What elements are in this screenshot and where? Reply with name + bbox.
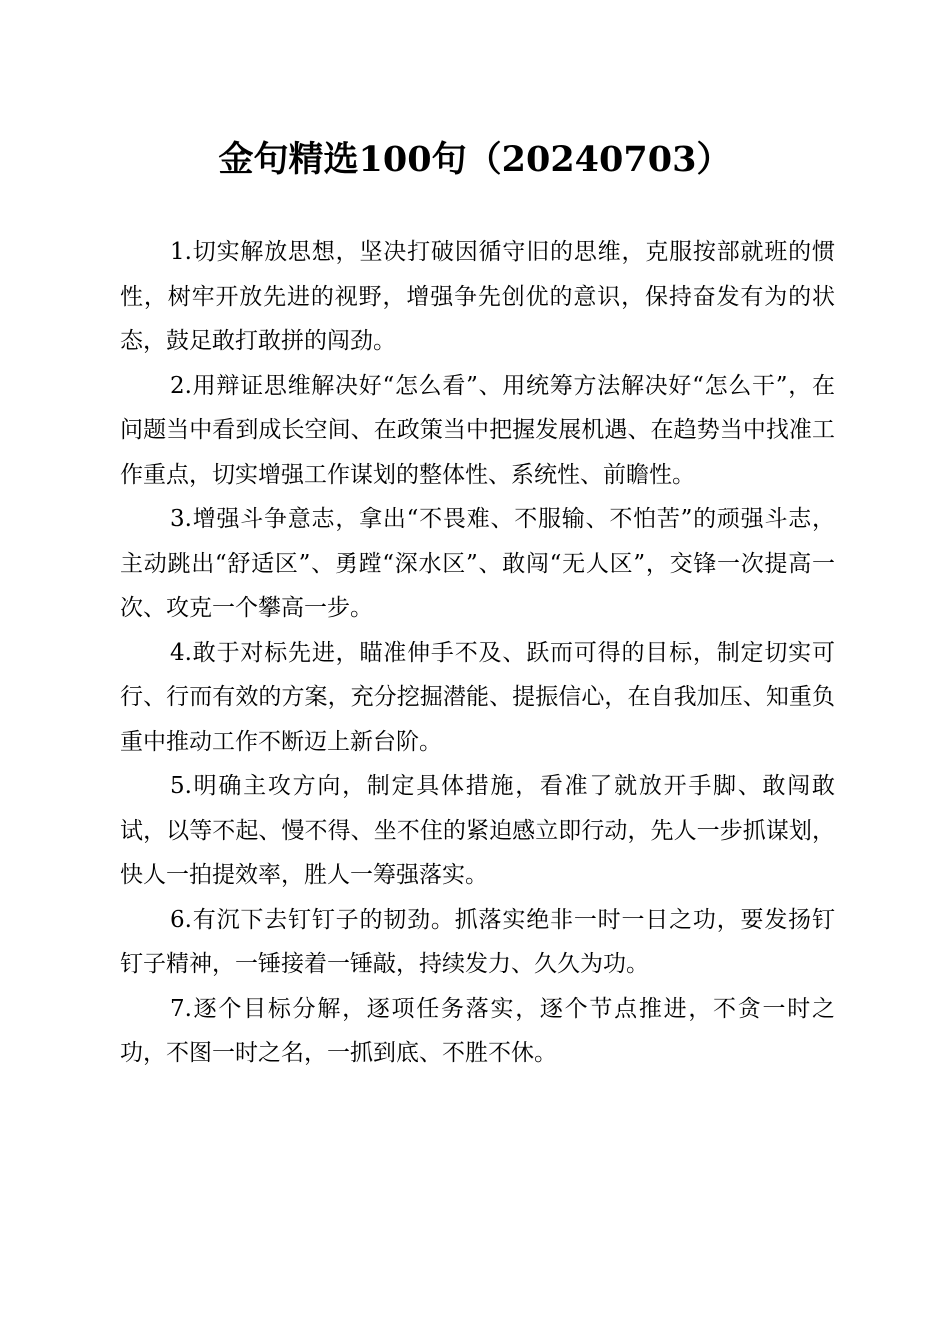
paragraph-2: 2.用辩证思维解决好“怎么看”、用统筹方法解决好“怎么干”，在问题当中看到成长空间、在政策当中把握发展机遇、在趋势当中找准工作重点，切实增强工作谋划的整体性、系统性、前瞻性。 — [120, 372, 835, 488]
paragraph-4: 4.敢于对标先进，瞄准伸手不及、跃而可得的目标，制定切实可行、行而有效的方案，充分挖掘潜能、提振信心，在自我加压、知重负重中推动工作不断迈上新台阶。 — [120, 639, 835, 755]
paragraph-7: 7.逐个目标分解，逐项任务落实，逐个节点推进，不贪一时之功，不图一时之名，一抓到底、不胜不休。 — [120, 995, 835, 1066]
paragraph-1: 1.切实解放思想，坚决打破因循守旧的思维，克服按部就班的惯性，树牢开放先进的视野，增强争先创优的意识，保持奋发有为的状态，鼓足敢打敢拼的闯劲。 — [120, 239, 835, 354]
document-title: 金句精选100句（20240703） — [218, 139, 732, 180]
paragraph-5: 5.明确主攻方向，制定具体措施，看准了就放开手脚、敢闯敢试，以等不起、慢不得、坐不住的紧迫感立即行动，先人一步抓谋划，快人一拍提效率，胜人一筹强落实。 — [120, 773, 835, 888]
paragraph-3: 3.增强斗争意志，拿出“不畏难、不服输、不怕苦”的顽强斗志，主动跳出“舒适区”、勇蹚“深水区”、敢闯“无人区”，交锋一次提高一次、攻克一个攀高一步。 — [120, 506, 835, 621]
document-body — [120, 230, 835, 1076]
paragraph-6: 6.有沉下去钉钉子的韧劲。抓落实绝非一时一日之功，要发扬钉钉子精神，一锤接着一锤敲，持续发力、久久为功。 — [120, 906, 835, 977]
